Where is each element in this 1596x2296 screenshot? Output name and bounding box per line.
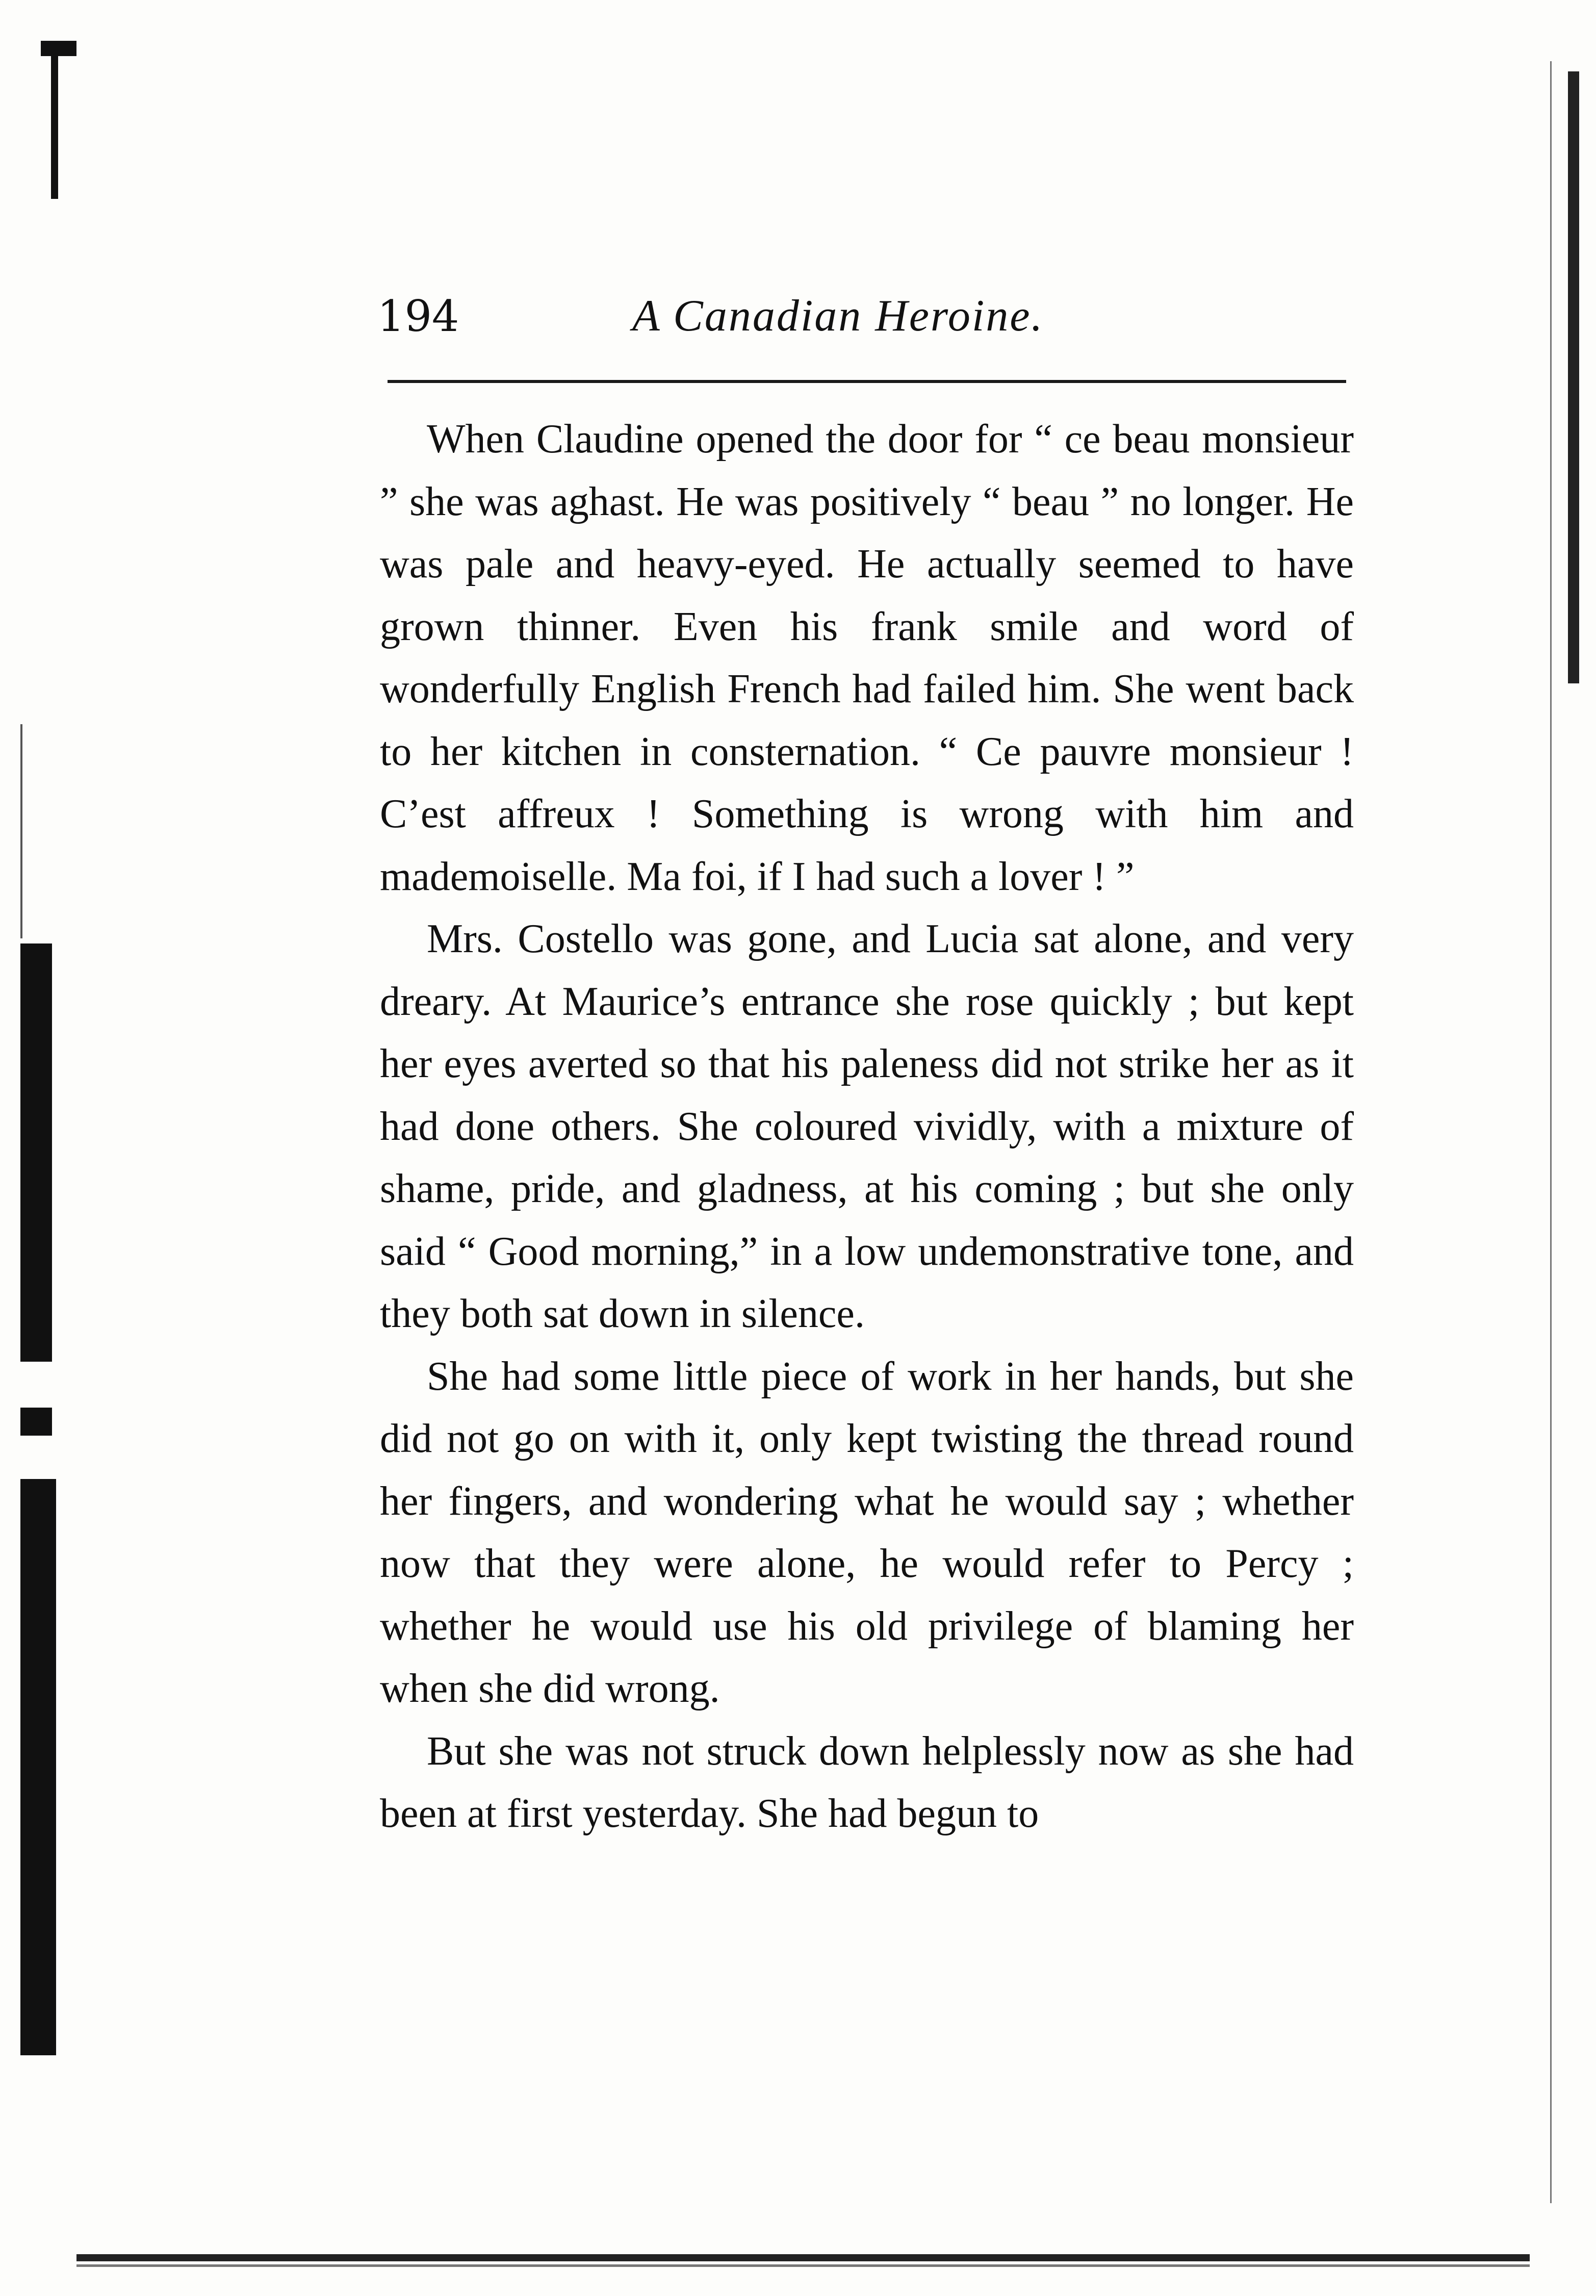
paragraph: But she was not struck down helplessly now as she had been at first yesterday. She had begun to	[380, 1728, 1354, 1836]
running-title: A Canadian Heroine.	[632, 291, 1044, 341]
page-header	[377, 283, 1346, 349]
scan-edge-mark	[20, 1408, 52, 1436]
scan-edge-mark	[41, 41, 76, 56]
paragraph: When Claudine opened the door for “ ce beau monsieur ” she was aghast. He was positively “ beau ” no longer. He was pale and heavy-eyed. He actually seemed to have grown thinner. Even his frank smile and word of wonderfully English French had failed him. She went back to her kitchen in consternation. “ Ce pauvre monsieur ! C’est affreux ! Something is wrong with him and mademoiselle. Ma foi, if I had such a lover ! ”	[380, 417, 1354, 899]
paragraph: She had some little piece of work in her hands, but she did not go on with it, only kept twisting the thread round her fingers, and wondering what he would say ; whether now that they were alone, he would refer to Percy ; whether he would use his old privilege of blaming her when she did wrong.	[380, 1354, 1354, 1711]
scan-edge-mark	[1568, 71, 1579, 683]
scan-edge-mark	[51, 46, 58, 199]
scan-edge-mark	[20, 1479, 56, 2055]
page-number: 194	[377, 291, 459, 341]
scan-edge-mark	[20, 943, 52, 1362]
page-body	[380, 408, 1354, 1845]
scan-edge-mark	[76, 2264, 1530, 2267]
header-rule	[388, 380, 1346, 383]
scan-edge-mark	[1550, 61, 1552, 2203]
paragraph: Mrs. Costello was gone, and Lucia sat alone, and very dreary. At Maurice’s entrance she rose quickly ; but kept her eyes averted so that his paleness did not strike her as it had done others. She coloured vividly, with a mixture of shame, pride, and gladness, at his coming ; but she only said “ Good morning,” in a low undemonstrative tone, and they both sat down in silence.	[380, 916, 1354, 1336]
scan-edge-mark	[76, 2254, 1530, 2261]
scan-edge-mark	[20, 724, 22, 938]
